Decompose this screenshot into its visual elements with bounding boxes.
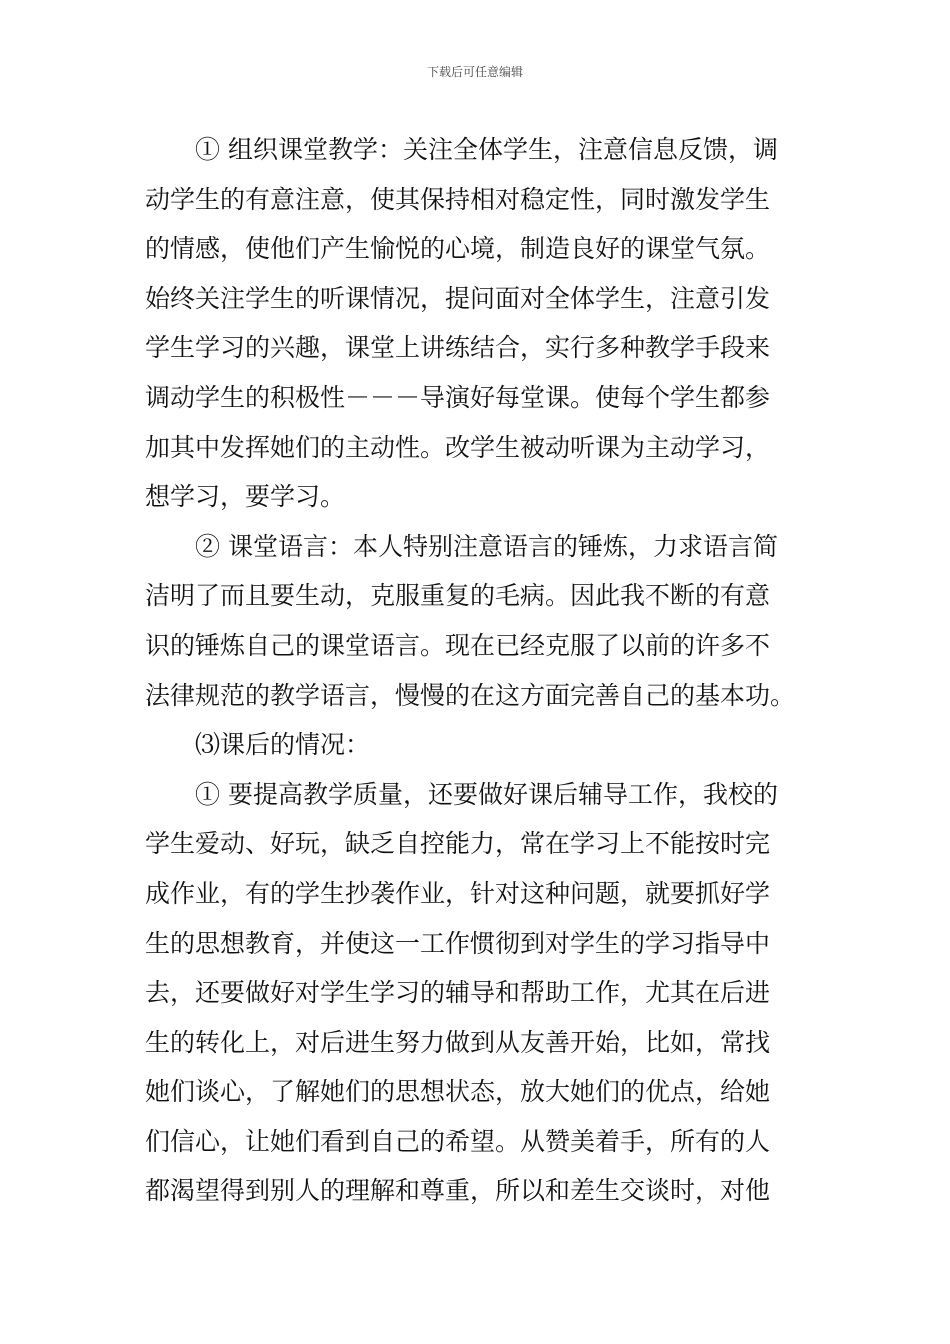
page-header: 下载后可任意编辑 <box>426 65 523 79</box>
text-line: 生的思想教育，并使这一工作惯彻到对学生的学习指导中 <box>145 928 771 958</box>
text-line: ① 组织课堂教学：关注全体学生，注意信息反馈，调 <box>195 135 778 164</box>
text-line: 去，还要做好对学生学习的辅导和帮助工作，尤其在后进 <box>145 978 771 1008</box>
text-line: 想学习，要学习。 <box>145 482 346 512</box>
text-line: 学生学习的兴趣，课堂上讲练结合，实行多种教学手段来 <box>145 333 771 363</box>
text-line: 的情感，使他们产生愉悦的心境，制造良好的课堂气氛。 <box>145 234 771 264</box>
text-line: 学生爱动、好玩，缺乏自控能力，常在学习上不能按时完 <box>145 829 771 859</box>
text-line: 们信心，让她们看到自己的希望。从赞美着手，所有的人 <box>145 1126 771 1156</box>
text-line: 成作业，有的学生抄袭作业，针对这种问题，就要抓好学 <box>145 878 771 908</box>
text-line: 生的转化上，对后进生努力做到从友善开始，比如，常找 <box>145 1027 771 1057</box>
text-line: 调动学生的积极性－－－导演好每堂课。使每个学生都参 <box>145 382 771 412</box>
text-line: 始终关注学生的听课情况，提问面对全体学生，注意引发 <box>145 283 771 313</box>
text-line: 她们谈心，了解她们的思想状态，放大她们的优点，给她 <box>145 1077 771 1107</box>
text-line: 加其中发挥她们的主动性。改学生被动听课为主动学习， <box>145 432 771 462</box>
text-line: 洁明了而且要生动，克服重复的毛病。因此我不断的有意 <box>145 581 771 611</box>
text-line: 法律规范的教学语言，慢慢的在这方面完善自己的基本功。 <box>145 680 796 710</box>
text-line: ⑶课后的情况： <box>195 730 371 760</box>
text-line: 都渴望得到别人的理解和尊重，所以和差生交谈时，对他 <box>145 1176 771 1206</box>
text-line: ① 要提高教学质量，还要做好课后辅导工作，我校的 <box>195 779 778 809</box>
text-line: 动学生的有意注意，使其保持相对稳定性，同时激发学生 <box>145 184 771 214</box>
text-line: ② 课堂语言：本人特别注意语言的锤炼，力求语言简 <box>195 531 778 561</box>
text-line: 识的锤炼自己的课堂语言。现在已经克服了以前的许多不 <box>145 630 771 660</box>
document-body <box>145 125 810 1216</box>
